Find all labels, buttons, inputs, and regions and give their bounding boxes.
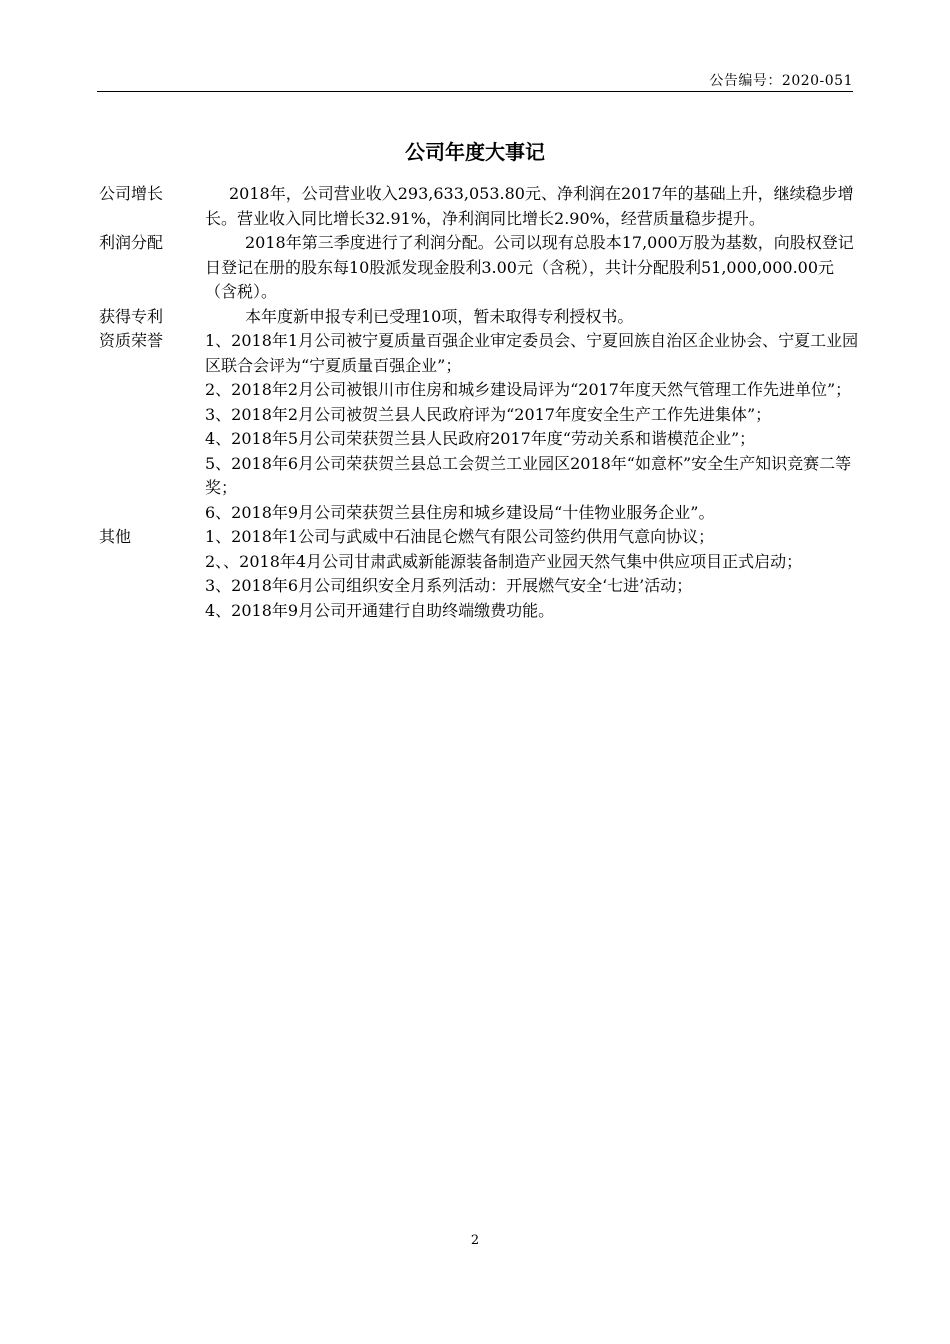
list-item: 3、2018年6月公司组织安全月系列活动：开展燃气安全‘七进’活动； [205,576,693,595]
list-item: 6、2018年9月公司荣获贺兰县住房和城乡建设局“十佳物业服务企业”。 [205,502,715,522]
section-content [205,182,859,231]
section-category: 其他 [99,527,132,546]
list-item: 1、2018年1月公司被宁夏质量百强企业审定委员会、宁夏回族自治区企业协会、宁夏工业园区联合会评为“宁夏质量百强企业”； [205,331,859,375]
list-item: 3、2018年2月公司被贺兰县人民政府评为“2017年度安全生产工作先进集体”； [205,404,772,424]
section-growth [99,182,859,231]
page-number: 2 [470,1233,480,1248]
list-item: 5、2018年6月公司荣获贺兰县总工会贺兰工业园区2018年“如意杯”安全生产知识竞赛二等奖； [205,453,852,497]
notice-number: 公告编号：2020-051 [709,73,853,89]
list-item: 2、、2018年4月公司甘肃武威新能源装备制造产业园天然气集中供应项目正式启动； [205,551,803,571]
list-item: 4、2018年9月公司开通建行自助终端缴费功能。 [205,600,555,620]
section-content [205,305,859,330]
section-category: 公司增长 [99,184,164,203]
section-category: 利润分配 [99,233,164,252]
section-other [99,525,859,623]
section-profit-distribution [99,231,859,305]
section-category: 获得专利 [99,306,164,326]
section-content [205,329,859,525]
section-category: 资质荣誉 [99,331,164,350]
section-content [205,525,859,623]
header-divider [97,91,853,92]
list-item: 4、2018年5月公司荣获贺兰县人民政府2017年度“劳动关系和谐模范企业”； [205,429,756,448]
section-content [205,231,859,305]
paragraph: 2018年，公司营业收入293,633,053.80元、净利润在2017年的基础上升，继续稳步增长。营业收入同比增长32.91%，净利润同比增长2.90%，经营质量稳步提升。 [205,184,854,228]
page-title: 公司年度大事记 [405,140,545,164]
events-list [99,182,859,623]
section-honors [99,329,859,525]
paragraph: 本年度新申报专利已受理10项，暂未取得专利授权书。 [245,306,634,326]
section-patents [99,305,859,330]
paragraph: 2018年第三季度进行了利润分配。公司以现有总股本17,000万股为基数，向股权登记日登记在册的股东每10股派发现金股利3.00元（含税），共计分配股利51,000,000.00元（含税）。 [205,233,854,301]
list-item: 2、2018年2月公司被银川市住房和城乡建设局评为“2017年度天然气管理工作先进单位”； [205,380,852,399]
list-item: 1、2018年1公司与武威中石油昆仑燃气有限公司签约供用气意向协议； [205,527,715,546]
